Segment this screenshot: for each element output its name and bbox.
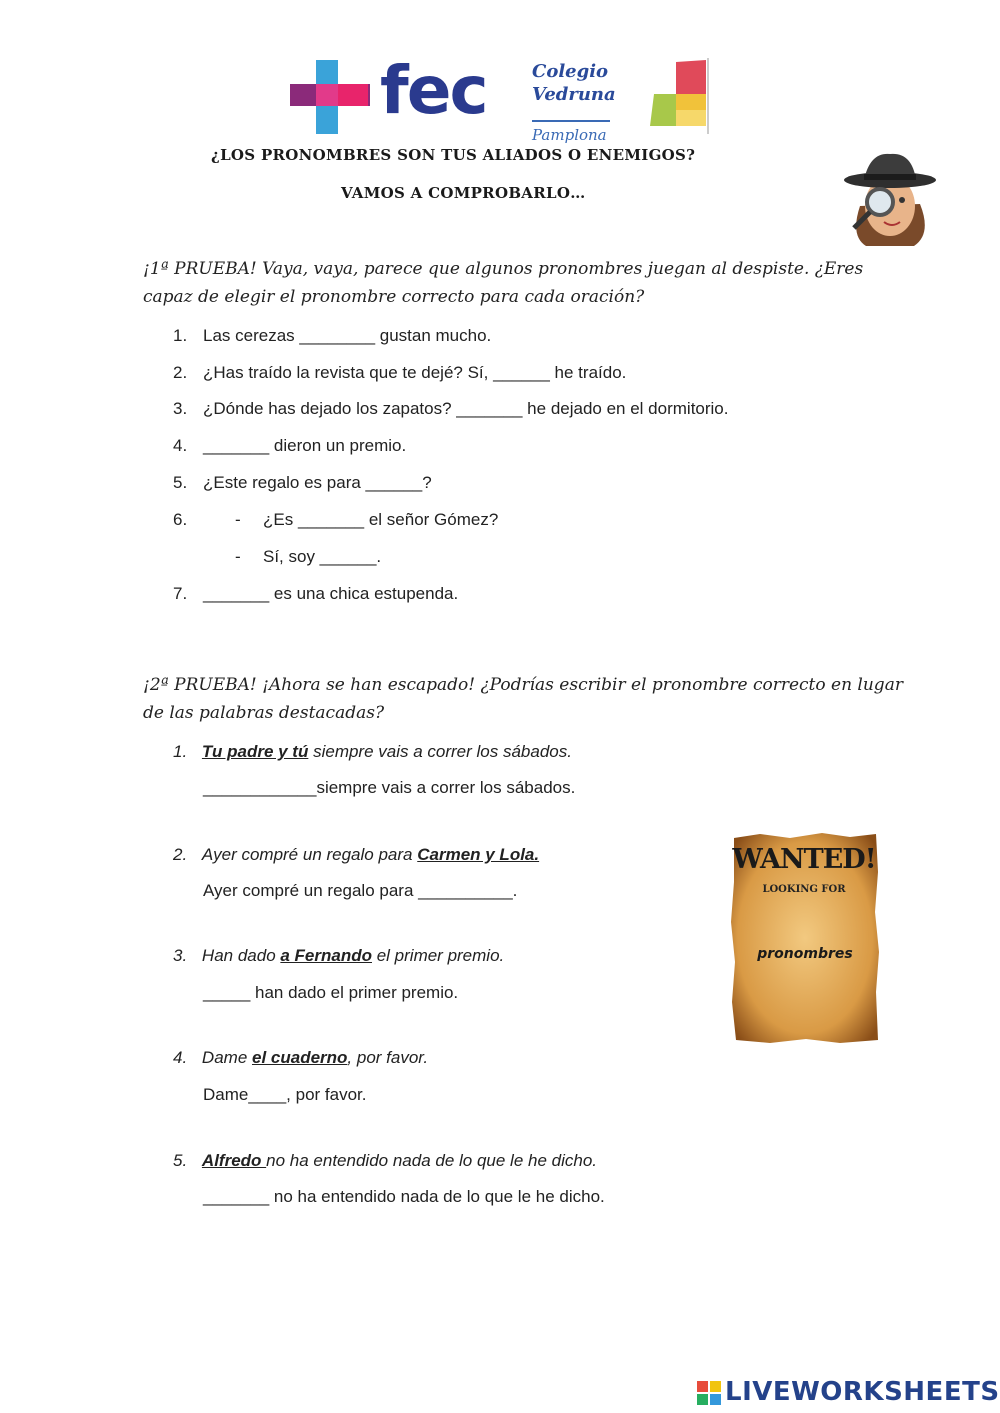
highlighted-words: a Fernando — [280, 946, 372, 965]
part2-item-4-answer: Dame____, por favor. — [203, 1085, 367, 1104]
part2-item-5-sentence: 5. Alfredo no ha entendido nada de lo que le he dicho. — [173, 1151, 597, 1170]
part2-item-2-sentence: 2. Ayer compré un regalo para Carmen y Lola. — [173, 845, 540, 864]
liveworksheets-logo-icon — [697, 1381, 721, 1405]
poster-subtitle: LOOKING FOR — [762, 884, 846, 895]
part2-instructions: ¡2ª PRUEBA! ¡Ahora se han escapado! ¿Podrías escribir el pronombre correcto en lugar de las palabras destacadas? — [143, 675, 903, 723]
part2-item-5-answer: _______ no ha entendido nada de lo que le he dicho. — [203, 1187, 605, 1206]
wanted-poster — [730, 832, 880, 1044]
part2-item-1-answer: ____________siempre vais a correr los sábados. — [203, 778, 576, 797]
highlighted-words: el cuaderno — [252, 1048, 348, 1067]
part2-item-2-answer: Ayer compré un regalo para __________. — [203, 881, 518, 900]
fec-cross-icon — [290, 60, 370, 134]
fec-logo-text: fec — [380, 52, 487, 129]
part2-item-3-answer: _____ han dado el primer premio. — [203, 983, 459, 1002]
page-subtitle: VAMOS A COMPROBARLO… — [341, 184, 586, 202]
footer-brand: LIVEWORKSHEETS — [725, 1377, 1000, 1407]
part1-instructions: ¡1ª PRUEBA! Vaya, vaya, parece que algunos pronombres juegan al despiste. ¿Eres capaz de elegir el pronombre correcto para cada oración? — [143, 259, 864, 307]
part2-item-1-sentence: 1. Tu padre y tú siempre vais a correr los sábados. — [173, 742, 572, 761]
highlighted-words: Tu padre y tú — [201, 742, 309, 761]
poster-word: pronombres — [757, 946, 853, 962]
school-name: Colegio Vedruna — [532, 61, 616, 105]
poster-title: WANTED! — [732, 844, 876, 875]
school-logo — [290, 52, 710, 148]
page-title: ¿LOS PRONOMBRES SON TUS ALIADOS O ENEMIGOS? — [211, 146, 696, 164]
school-city: Pamplona — [532, 120, 610, 144]
part2-item-3-sentence: 3. Han dado a Fernando el primer premio. — [173, 946, 505, 965]
highlighted-words: Alfredo — [201, 1151, 267, 1170]
part2-item-4-sentence: 4. Dame el cuaderno, por favor. — [173, 1048, 429, 1067]
vedruna-emblem-icon — [646, 58, 710, 134]
detective-avatar — [840, 150, 940, 248]
highlighted-words: Carmen y Lola. — [417, 845, 540, 864]
